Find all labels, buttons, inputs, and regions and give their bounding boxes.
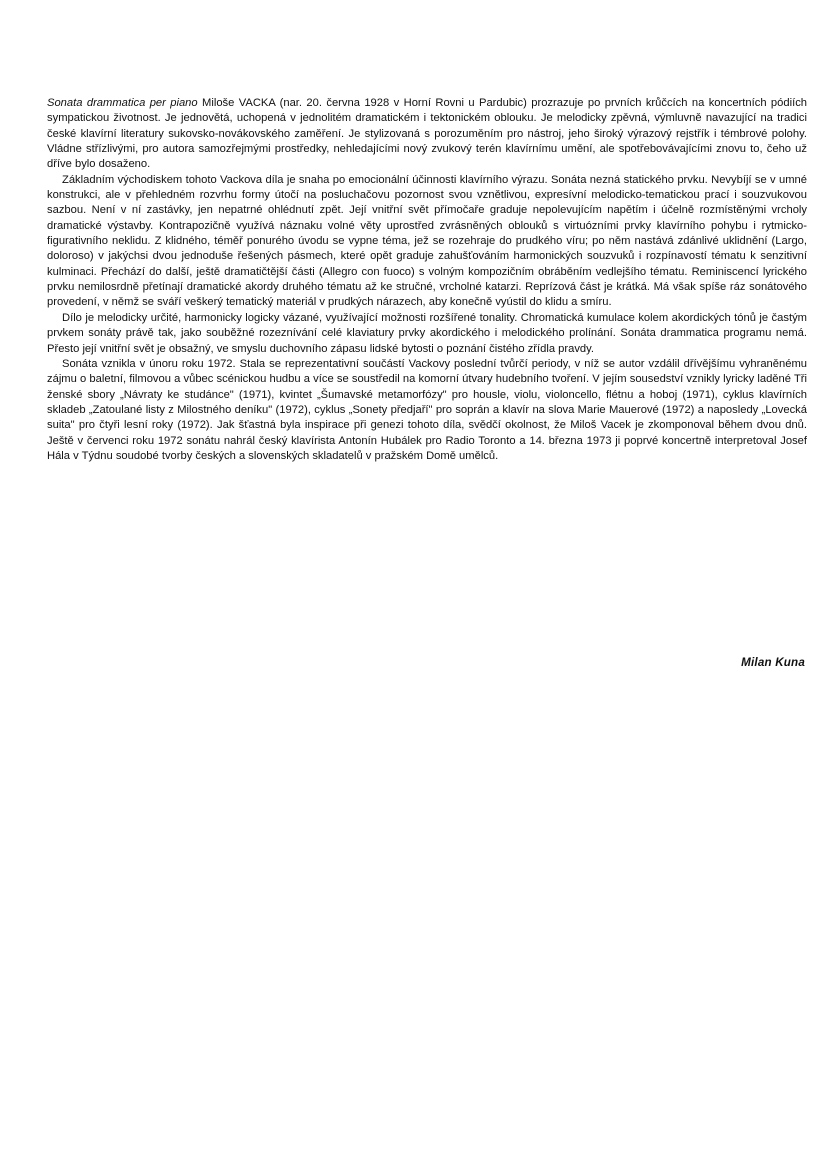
author-signature: Milan Kuna (741, 656, 805, 669)
paragraph-2: Základním východiskem tohoto Vackova díla je snaha po emocionální účinnosti klavírního výrazu. Sonáta nezná statického prvku. Nevybíjí se v umné konstrukci, ale v přehledném rozvrhu formy útočí na posluchačovu pozornost svou vznětlivou, expresívní melodicko-tematickou prací i souzvukovou sazbou. Není v ní zastávky, jen nepatrné ohlédnutí zpět. Její vnitřní svět přímočaře graduje nepolevujícím napětím i účelně rozmístěnými vrcholy dramatické výstavby. Kontrapozičně využívá náznaku volné věty uprostřed zvrásněných oblouků s virtuózními prvky klavírního pohybu i rytmicko-figurativního neklidu. Z klidného, téměř ponurého úvodu se vypne téma, jež se rozehraje do prudkého víru; po něm nastává zdánlivé uklidnění (Largo, doloroso) v jakýchsi dvou jednoduše řešených pásmech, které opět graduje zahušťováním harmonických souzvuků i rozpínavostí tématu k senzitivní kulminaci. Přechází do další, ještě dramatičtější části (Allegro con fuoco) s volným kompozičním obráběním vedlejšího tématu. Reminiscencí lyrického prvku nemilosrdně přetínají dramatické akordy druhého tématu až ke stručné, vrcholné katarzi. Reprízová část je krátká. Má však spíše ráz sonátového provedení, v němž se sváří veškerý tematický materiál v prudkých nárazech, aby konečně vyústil do klidu a smíru. (47, 173, 807, 309)
article-body (47, 96, 807, 464)
work-title: Sonata drammatica per piano (47, 97, 198, 109)
paragraph-1 (47, 96, 807, 173)
paragraph-3: Dílo je melodicky určité, harmonicky logicky vázané, využívající možnosti rozšířené tonality. Chromatická kumulace kolem akordických tónů je častým prvkem sonáty právě tak, jako souběžné rozeznívání celé klaviatury prvky akordického i melodického prolínání. Sonáta drammatica programu nemá. Přesto její vnitřní svět je obsažný, ve smyslu duchovního zápasu lidské bytosti o poznání čistého zřídla pravdy. (47, 311, 807, 355)
paragraph-1-text: Miloše VACKA (nar. 20. června 1928 v Horní Rovni u Pardubic) prozrazuje po prvních krůčcích na koncertních pódiích sympatickou životnost. Je jednovětá, uchopená v jednolitém dramatickém i tektonickém oblouku. Je melodicky zpěvná, výmluvně navazující na tradici české klavírní literatury sukovsko-novákovského zaměření. Je stylizovaná s porozuměním pro nástroj, jeho široký výrazový rejstřík i témbrové polohy. Vládne střízlivými, pro autora samozřejmými prostředky, nehledajícími nový zvukový terén klavírnímu umění, ale spotřebovávajícími znovu to, čeho už dříve bylo dosaženo. (47, 97, 808, 171)
paragraph-4: Sonáta vznikla v únoru roku 1972. Stala se reprezentativní součástí Vackovy poslední tvůrčí periody, v níž se autor vzdálil dřívějšímu vyhraněnému zájmu o baletní, filmovou a vůbec scénickou hudbu a více se soustředil na komorní útvary hudebního tvoření. V jejím sousedství vznikly lyricky laděné Tři ženské sbory „Návraty ke studánce" (1971), kvintet „Šumavské metamorfózy" pro housle, violu, violoncello, flétnu a hoboj (1971), cyklus klavírních skladeb „Zatoulané listy z Milostného deníku" (1972), cyklus „Sonety předjaří" pro soprán a klavír na slova Marie Mauerové (1972) a naposledy „Lovecká suita" pro čtyři lesní roky (1972). Jak šťastná byla inspirace při genezi tohoto díla, svědčí okolnost, že Miloš Vacek je zkomponoval během dvou dnů. Ještě v červenci roku 1972 sonátu nahrál český klavírista Antonín Hubálek pro Radio Toronto a 14. března 1973 ji poprvé koncertně interpretoval Josef Hála v Týdnu soudobé tvorby českých a slovenských skladatelů v pražském Domě umělců. (47, 357, 807, 462)
